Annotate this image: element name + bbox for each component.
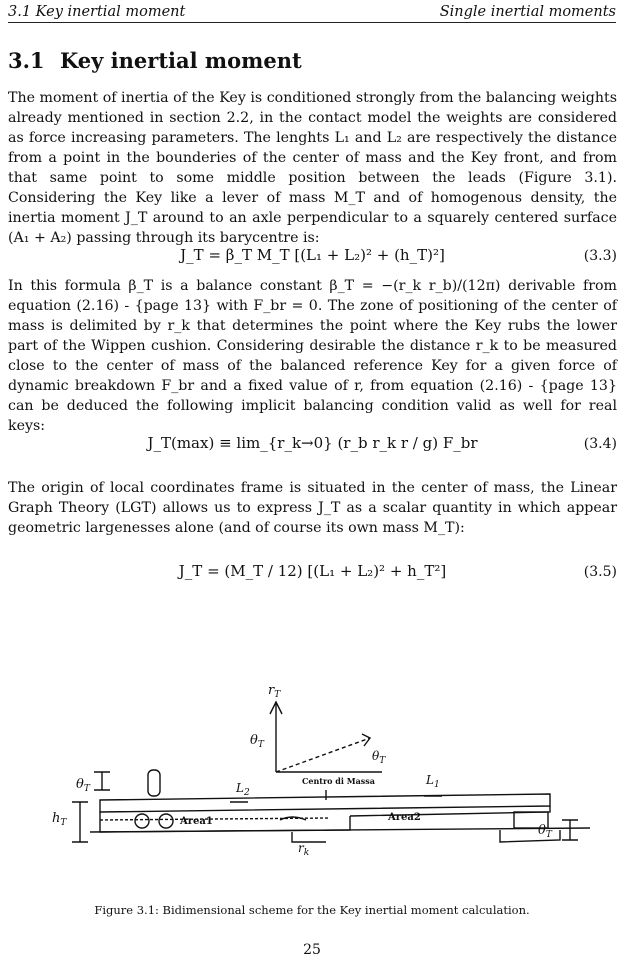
label-hT: $h_T$ <box>52 811 67 828</box>
balance-weight-1 <box>135 814 149 828</box>
label-rT: $r_T$ <box>268 683 281 700</box>
label-theta-rotated: $\theta_T$ <box>372 749 386 766</box>
running-header <box>8 2 616 23</box>
paragraph-3-text: The origin of local coordinates frame is situated in the center of mass, the Linear Graph Theory (LGT) allows us to express J_T as a scalar quantity in which appear geometric largenesses alone (and of course its own mass M_T): <box>8 480 617 536</box>
label-theta-axis: $\theta_T$ <box>250 733 264 750</box>
label-rk: $r_k$ <box>298 841 310 858</box>
page-number: 25 <box>303 942 321 958</box>
key-scheme-figure <box>30 672 600 872</box>
balance-weight-2 <box>159 814 173 828</box>
section-number: 3.1 <box>8 48 45 73</box>
equation-3-4-number: (3.4) <box>583 436 617 452</box>
header-chapter: Single inertial moments <box>439 4 616 20</box>
equation-3-3-body: J_T = β_T M_T [(L₁ + L₂)² + (h_T)²] <box>180 246 445 264</box>
theta-right-marker <box>562 820 578 840</box>
equation-3-5-body: J_T = (M_T / 12) [(L₁ + L₂)² + h_T²] <box>178 562 447 580</box>
lead-pin <box>148 770 160 796</box>
equation-3-3-number: (3.3) <box>583 248 617 264</box>
label-area2: Area2 <box>388 812 421 823</box>
equation-3-5 <box>8 556 617 592</box>
wippen-cushion <box>280 817 306 820</box>
label-centro: Centro di Massa <box>302 776 375 786</box>
theta-left-marker <box>94 772 110 790</box>
paragraph-3 <box>8 478 617 538</box>
equation-3-3 <box>8 240 617 276</box>
key-body-top <box>100 794 550 812</box>
hT-marker <box>72 802 88 842</box>
paragraph-2 <box>8 276 617 436</box>
paragraph-1-text: The moment of inertia of the Key is conditioned strongly from the balancing weights already mentioned in section 2.2, in the contact model the weights are considered as force increasing parameters. The lenghts L₁ and L₂ are respectively the distance from a point in the bounderies of the center of mass and the Key front, and from that same point to some middle position between the leads (Figure 3.1). Considering the Key like a lever of mass M_T and of homogenous density, the inertia moment J_T around to an axle perpendicular to a squarely centered surface (A₁ + A₂) passing through its barycentre is: <box>8 90 617 246</box>
rotated-axis <box>276 738 370 772</box>
equation-3-4-body: J_T(max) ≡ lim_{r_k→0} (r_b r_k r / g) F_br <box>147 434 478 452</box>
paragraph-1 <box>8 88 617 248</box>
section-title: Key inertial moment <box>60 48 302 73</box>
equation-3-5-number: (3.5) <box>583 564 617 580</box>
section-heading <box>8 48 302 73</box>
paragraph-2-text: In this formula β_T is a balance constant β_T = −(r_k r_b)/(12π) derivable from equation (2.16) - {page 13} with F_br = 0. The zone of positioning of the center of mass is delimited by r_k that determines the point where the Key rubs the lower part of the Wippen cushion. Considering desirable the distance r_k to be measured close to the center of mass of the balanced reference Key for a given force of dynamic breakdown F_br and a fixed value of r, from equation (2.16) - {page 13} can be deduced the following implicit balancing condition valid as well for real keys: <box>8 278 617 434</box>
label-theta-right: $\theta_T$ <box>538 823 552 840</box>
label-area1: Area1 <box>180 816 213 827</box>
equation-3-4 <box>8 428 617 464</box>
label-theta-left: $\theta_T$ <box>76 777 90 794</box>
header-section: 3.1 Key inertial moment <box>8 4 186 20</box>
label-L1: $L_1$ <box>426 773 440 790</box>
key-scheme-diagram <box>30 672 600 872</box>
label-L2: $L_2$ <box>236 781 250 798</box>
figure-caption: Figure 3.1: Bidimensional scheme for the Key inertial moment calculation. <box>94 903 530 917</box>
